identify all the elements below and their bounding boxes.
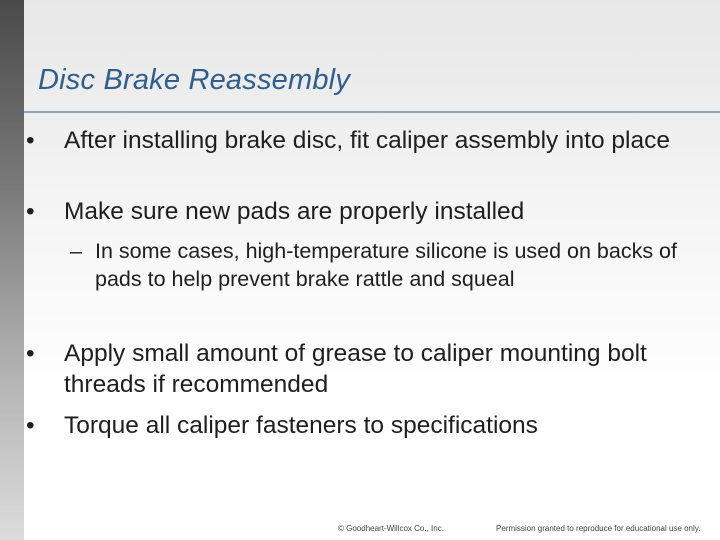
sub-bullet-marker: – bbox=[70, 239, 82, 263]
bullet-text: Torque all caliper fasteners to specifications bbox=[64, 412, 538, 439]
bullet-text: Make sure new pads are properly installed bbox=[64, 198, 525, 225]
bullet-marker: • bbox=[26, 412, 35, 439]
bullet-marker: • bbox=[26, 198, 35, 225]
bullet-text: After installing brake disc, fit caliper assembly into place bbox=[64, 127, 670, 154]
footer-permission: Permission granted to reproduce for educational use only. bbox=[496, 524, 701, 533]
slide-left-accent-bar bbox=[0, 0, 24, 540]
footer-copyright: © Goodheart-Willcox Co., Inc. bbox=[338, 524, 444, 533]
sub-bullet-text: In some cases, high-temperature silicone is used on backs of pads to help prevent brake rattle and squeal bbox=[95, 239, 677, 291]
title-divider bbox=[24, 111, 720, 113]
slide-title: Disc Brake Reassembly bbox=[38, 64, 351, 96]
bullet-marker: • bbox=[26, 340, 35, 367]
bullet-text: Apply small amount of grease to caliper mounting bolt threads if recommended bbox=[64, 340, 647, 398]
bullet-marker: • bbox=[26, 127, 35, 154]
